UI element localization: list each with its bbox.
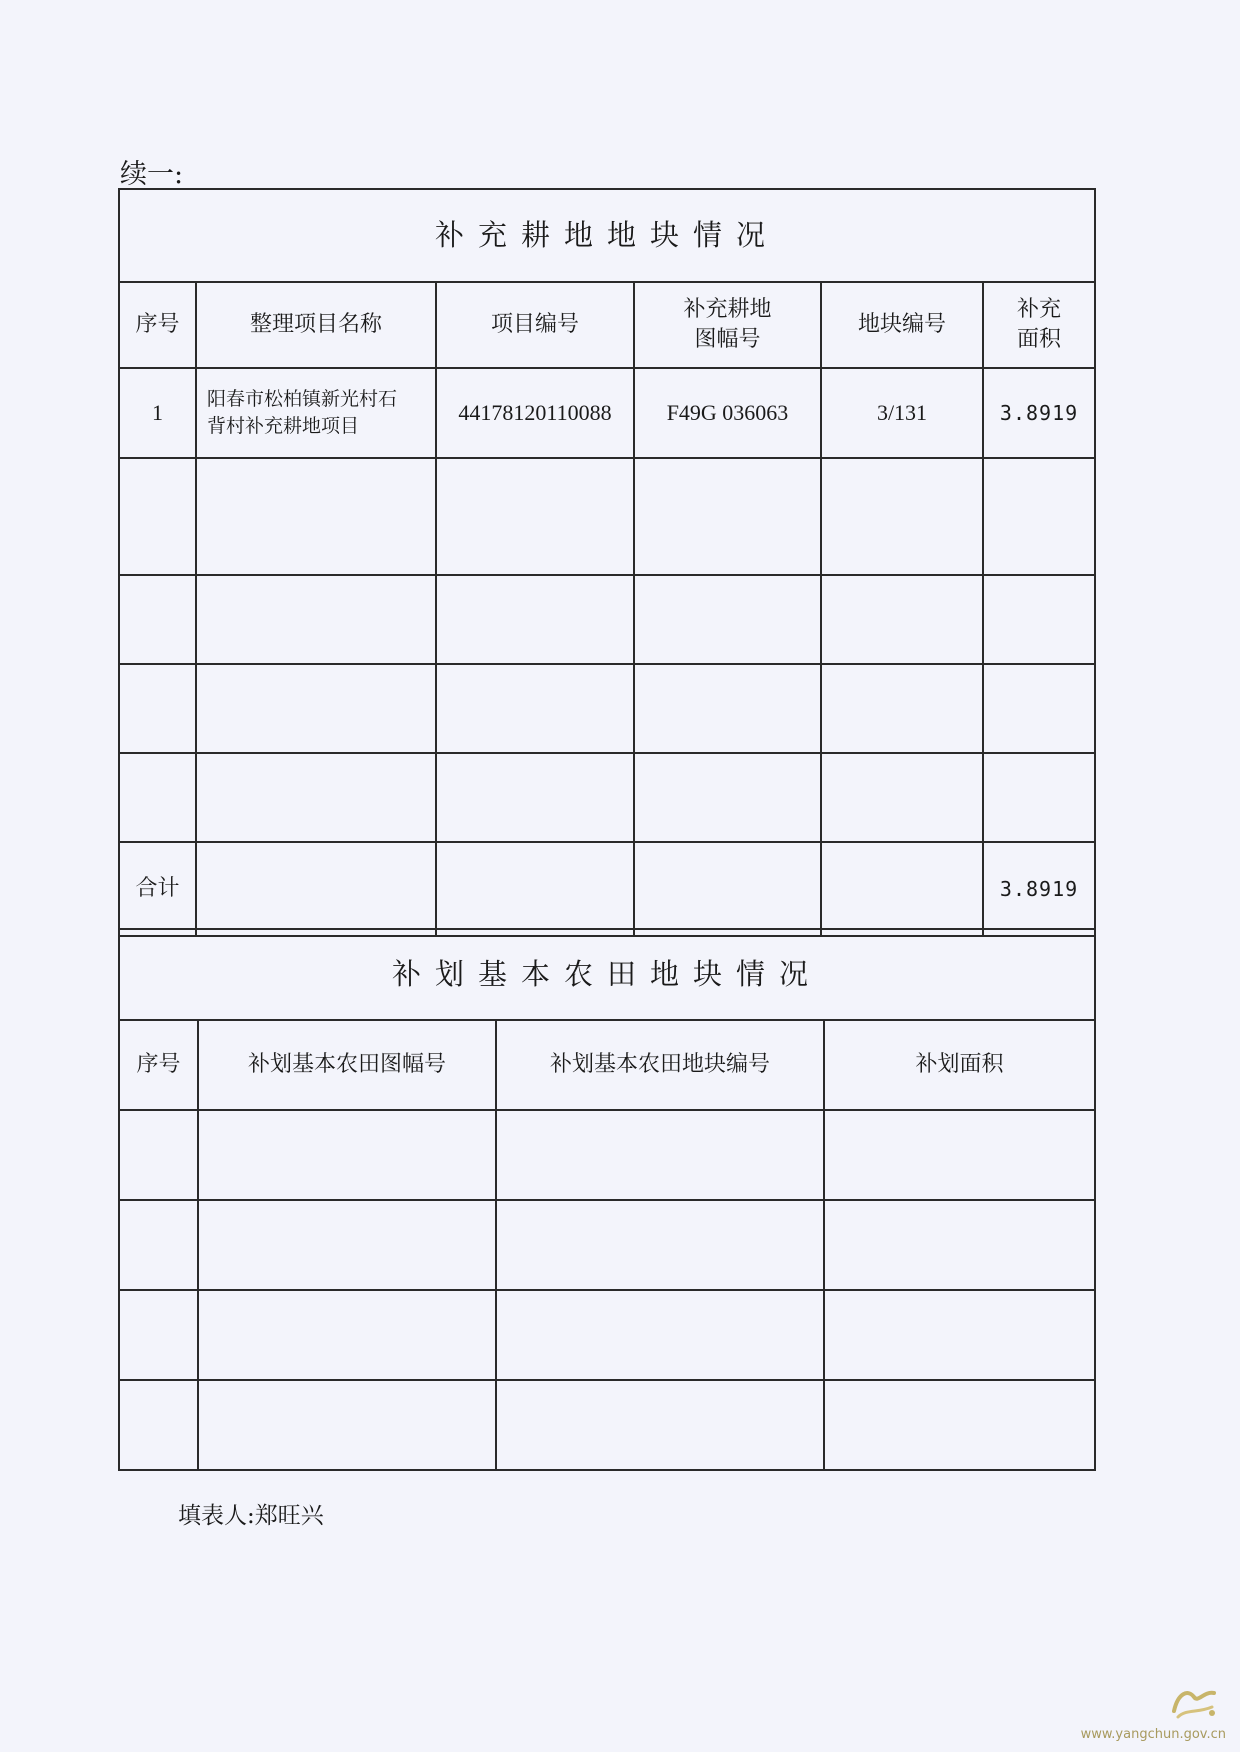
supplement-table <box>118 188 1096 937</box>
table-row <box>119 1290 1095 1380</box>
table-row <box>119 1110 1095 1200</box>
total-label: 合计 <box>119 842 196 936</box>
header-area <box>983 282 1095 368</box>
header-plot-no: 补划基本农田地块编号 <box>496 1020 824 1110</box>
header-map-sheet-line1: 补充耕地 <box>683 297 772 323</box>
row-seq: 1 <box>119 368 196 458</box>
header-area-line1: 补充 <box>1017 297 1062 323</box>
header-area-line2: 面积 <box>1017 327 1062 352</box>
table-row <box>119 753 1095 842</box>
farmland-table <box>118 928 1096 1471</box>
supplement-title: 补充耕地地块情况 <box>119 189 1095 282</box>
table-row <box>119 368 1095 458</box>
row-project-name <box>196 368 436 458</box>
yangchun-logo-icon <box>1168 1683 1222 1723</box>
filler-label: 填表人: <box>178 1503 255 1529</box>
header-area: 补划面积 <box>824 1020 1095 1110</box>
row-area: 3.8919 <box>983 368 1095 458</box>
filler-line <box>178 1497 324 1530</box>
row-plot-no: 3/131 <box>821 368 983 458</box>
header-map-sheet: 补划基本农田图幅号 <box>198 1020 496 1110</box>
row-project-name-line1: 阳春市松柏镇新光村石 <box>207 388 398 411</box>
supplement-header-row <box>119 282 1095 368</box>
table-row <box>119 664 1095 753</box>
row-project-name-line2: 背村补充耕地项目 <box>207 415 360 437</box>
total-row <box>119 842 1095 936</box>
farmland-title: 补划基本农田地块情况 <box>119 929 1095 1020</box>
header-map-sheet-line2: 图幅号 <box>694 327 761 352</box>
farmland-header-row <box>119 1020 1095 1110</box>
table-row <box>119 458 1095 575</box>
header-project-no: 项目编号 <box>436 282 634 368</box>
header-map-sheet <box>634 282 821 368</box>
header-project-name: 整理项目名称 <box>196 282 436 368</box>
row-map-sheet: F49G 036063 <box>634 368 821 458</box>
total-area: 3.8919 <box>983 842 1095 936</box>
header-seq: 序号 <box>119 1020 198 1110</box>
header-seq: 序号 <box>119 282 196 368</box>
row-project-no: 44178120110088 <box>436 368 634 458</box>
filler-name: 郑旺兴 <box>254 1503 324 1529</box>
continuation-label: 续一: <box>120 159 184 190</box>
table-row <box>119 575 1095 664</box>
watermark <box>1081 1683 1226 1742</box>
table-row <box>119 1200 1095 1290</box>
watermark-url[interactable]: www.yangchun.gov.cn <box>1080 1727 1226 1742</box>
header-plot-no: 地块编号 <box>821 282 983 368</box>
table-row <box>119 1380 1095 1470</box>
